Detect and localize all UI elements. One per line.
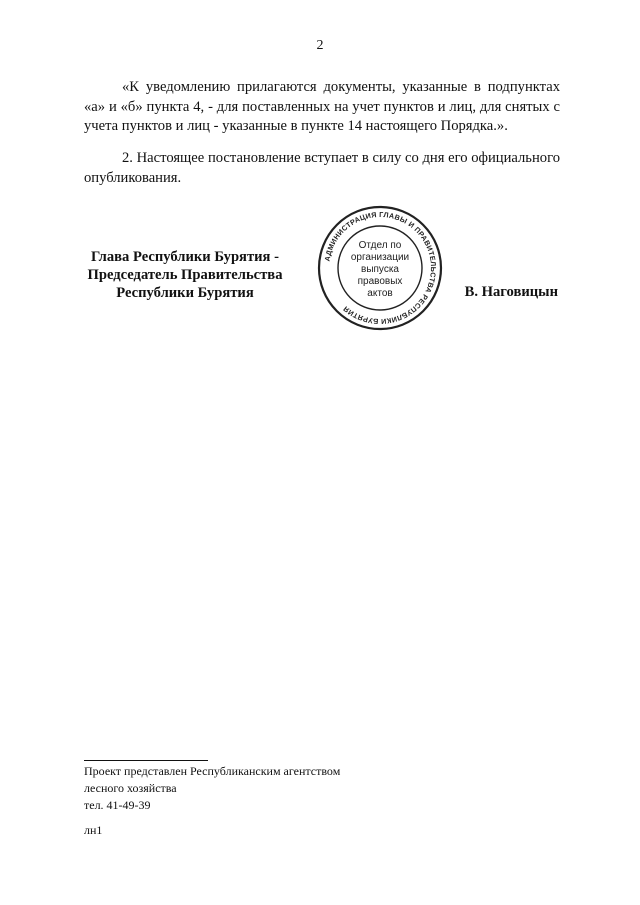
signatory-title-line-3: Республики Бурятия [116, 285, 254, 301]
document-code: лн1 [84, 823, 103, 837]
stamp-center-line-1: Отдел по [358, 240, 402, 251]
signatory-name: В. Наговицын [464, 284, 558, 300]
official-stamp [316, 204, 444, 332]
stamp-center-line-2: организации [350, 252, 410, 263]
paragraph-notification-attachments: «К уведомлению прилагаются документы, указанные в подпунктах «а» и «б» пункта 4, - для поставленных на учет пунктов и лиц, для снятых с учета пунктов и лиц - указанные в пункте 14 настоящего Порядка.». [84, 79, 560, 134]
signatory-title [60, 248, 310, 302]
stamp-ring-text: АДМИНИСТРАЦИЯ ГЛАВЫ И ПРАВИТЕЛЬСТВА РЕСПУБЛИКИ БУРЯТИЯ [322, 209, 439, 327]
stamp-center-line-5: актов [367, 288, 393, 299]
footnote-block [84, 763, 340, 814]
signatory-title-line-2: Председатель Правительства [87, 267, 283, 283]
footnote-divider [84, 760, 208, 761]
stamp-center-line-4: правовых [357, 276, 403, 287]
page-number: 2 [316, 38, 324, 53]
paragraph-entry-into-force: 2. Настоящее постановление вступает в силу со дня его официального опубликования. [84, 150, 560, 186]
signatory-title-line-1: Глава Республики Бурятия - [91, 249, 279, 265]
footnote-line-1: Проект представлен Республиканским агентством [84, 764, 341, 778]
footnote-line-2: лесного хозяйства [84, 781, 177, 795]
stamp-center-line-3: выпуска [361, 264, 399, 275]
footnote-phone: тел. 41-49-39 [84, 798, 151, 812]
